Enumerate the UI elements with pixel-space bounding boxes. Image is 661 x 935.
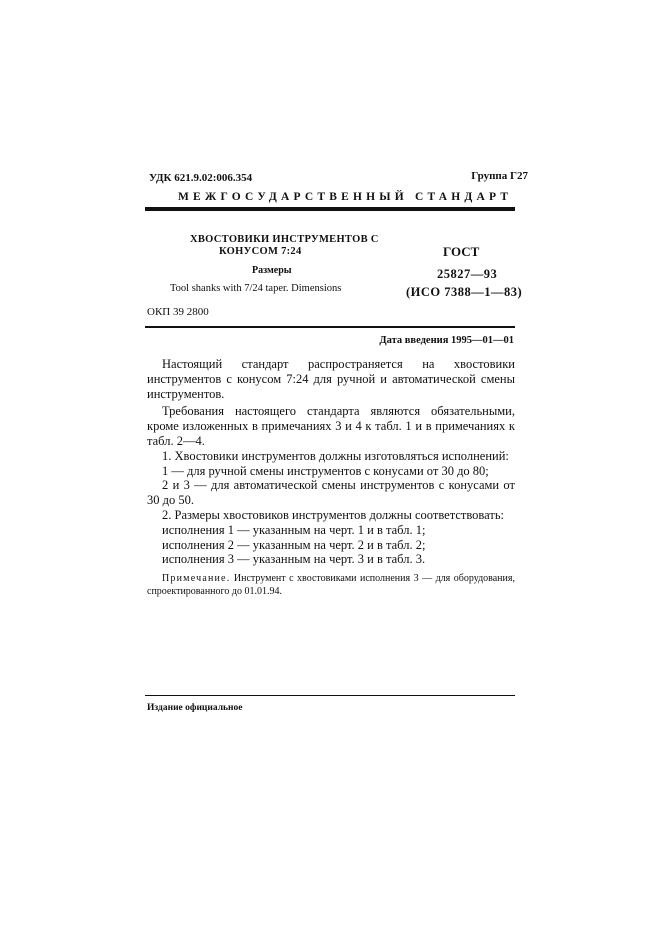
okp-code: ОКП 39 2800 [147, 306, 209, 318]
note-label: Примечание. [162, 573, 231, 585]
introduction-date: Дата введения 1995—01—01 [379, 335, 514, 346]
document-body [147, 357, 515, 598]
english-title: Tool shanks with 7/24 taper. Dimensions [170, 283, 342, 294]
title-line-1: ХВОСТОВИКИ ИНСТРУМЕНТОВ С [190, 234, 379, 245]
title-subtitle: Размеры [252, 265, 292, 276]
title-rule [145, 326, 515, 328]
list-item-version-2: исполнения 2 — указанным на черт. 2 и в табл. 2; [162, 537, 426, 552]
title-line-2: КОНУСОМ 7:24 [219, 246, 302, 257]
gost-label: ГОСТ [443, 244, 480, 259]
official-edition-label: Издание официальное [147, 703, 243, 713]
iso-number: (ИСО 7388—1—83) [406, 285, 523, 299]
note [147, 573, 515, 598]
udk-code: УДК 621.9.02:006.354 [149, 172, 253, 184]
paragraph-clause-1: 1. Хвостовики инструментов должны изготовляться исполнений: [162, 448, 509, 463]
footer-rule [145, 695, 515, 696]
paragraph-requirements: Требования настоящего стандарта являются обязательными, кроме изложенных в примечаниях 3 и 4 к табл. 1 и в примечаниях к табл. 2—4. [147, 404, 515, 448]
group-code: Группа Г27 [471, 170, 528, 182]
interstate-standard-heading: МЕЖГОСУДАРСТВЕННЫЙ СТАНДАРТ [178, 191, 513, 203]
paragraph-version-2-3: 2 и 3 — для автоматической смены инструментов с конусами от 30 до 50. [147, 478, 515, 508]
header-rule [145, 207, 515, 211]
note-text: Инструмент с хвостовиками исполнения 3 — для оборудования, спроектированного до 01.01.94. [147, 573, 515, 597]
gost-number: 25827—93 [437, 267, 498, 281]
paragraph-clause-2: 2. Размеры хвостовиков инструментов должны соответствовать: [162, 507, 505, 522]
paragraph-scope: Настоящий стандарт распространяется на хвостовики инструментов с конусом 7:24 для ручной и автоматической смены инструментов. [147, 357, 515, 401]
list-item-version-1: исполнения 1 — указанным на черт. 1 и в табл. 1; [162, 522, 426, 537]
paragraph-version-1: 1 — для ручной смены инструментов с конусами от 30 до 80; [162, 463, 489, 478]
list-item-version-3: исполнения 3 — указанным на черт. 3 и в табл. 3. [162, 552, 426, 567]
